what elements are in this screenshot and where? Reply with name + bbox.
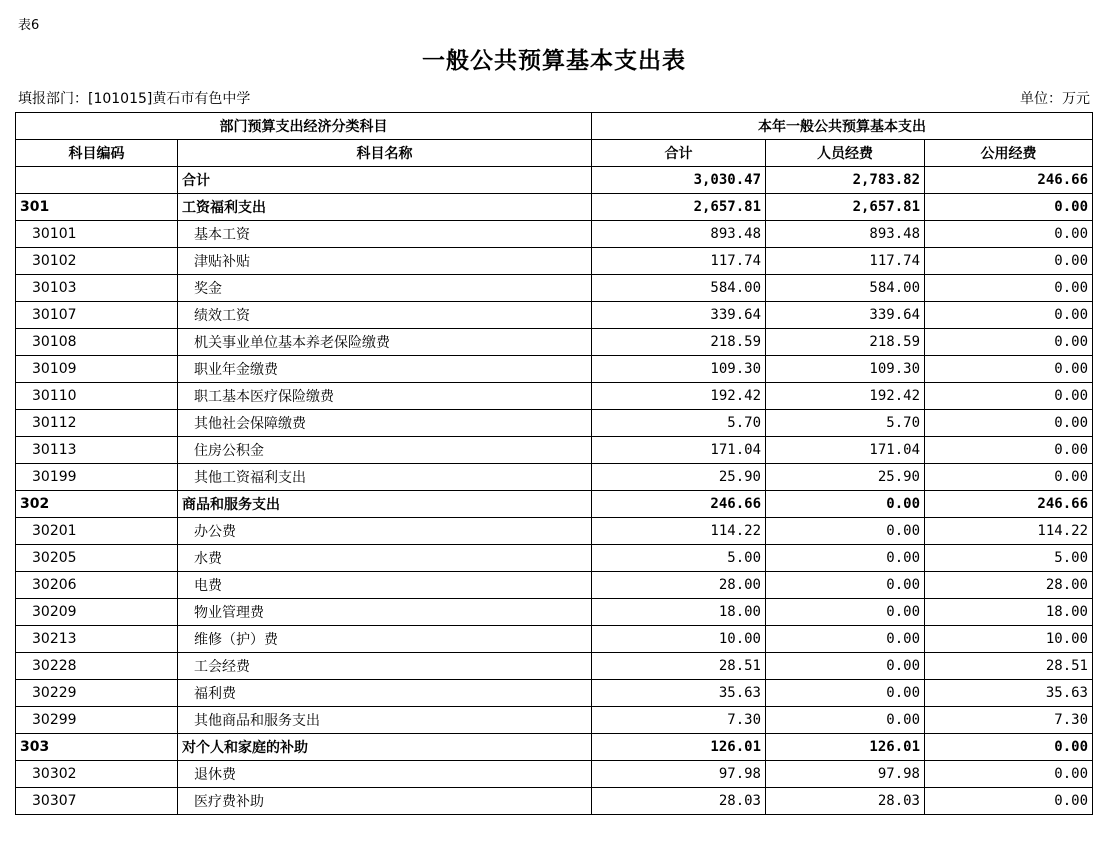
row-name: 医疗费补助 bbox=[178, 788, 592, 815]
row-total: 192.42 bbox=[592, 383, 766, 410]
table-row bbox=[16, 194, 1093, 221]
row-personnel: 171.04 bbox=[766, 437, 925, 464]
header-name: 科目名称 bbox=[178, 140, 592, 167]
row-name: 水费 bbox=[178, 545, 592, 572]
row-name: 奖金 bbox=[178, 275, 592, 302]
row-personnel: 126.01 bbox=[766, 734, 925, 761]
row-name: 维修（护）费 bbox=[178, 626, 592, 653]
row-code: 30307 bbox=[16, 788, 178, 815]
row-public: 0.00 bbox=[925, 221, 1093, 248]
row-total: 5.00 bbox=[592, 545, 766, 572]
row-personnel: 5.70 bbox=[766, 410, 925, 437]
row-name: 退休费 bbox=[178, 761, 592, 788]
row-name: 住房公积金 bbox=[178, 437, 592, 464]
row-name: 机关事业单位基本养老保险缴费 bbox=[178, 329, 592, 356]
row-code: 30110 bbox=[16, 383, 178, 410]
row-public: 18.00 bbox=[925, 599, 1093, 626]
row-name: 其他社会保障缴费 bbox=[178, 410, 592, 437]
row-name: 职工基本医疗保险缴费 bbox=[178, 383, 592, 410]
row-total: 339.64 bbox=[592, 302, 766, 329]
row-personnel: 893.48 bbox=[766, 221, 925, 248]
row-code: 30103 bbox=[16, 275, 178, 302]
row-personnel: 0.00 bbox=[766, 680, 925, 707]
row-name: 绩效工资 bbox=[178, 302, 592, 329]
row-name: 工资福利支出 bbox=[178, 194, 592, 221]
row-name: 办公费 bbox=[178, 518, 592, 545]
row-public: 0.00 bbox=[925, 275, 1093, 302]
table-row bbox=[16, 356, 1093, 383]
row-personnel: 25.90 bbox=[766, 464, 925, 491]
row-code: 30102 bbox=[16, 248, 178, 275]
row-public: 7.30 bbox=[925, 707, 1093, 734]
row-public: 0.00 bbox=[925, 788, 1093, 815]
row-personnel: 0.00 bbox=[766, 572, 925, 599]
row-code: 30209 bbox=[16, 599, 178, 626]
row-personnel: 218.59 bbox=[766, 329, 925, 356]
row-total: 28.03 bbox=[592, 788, 766, 815]
row-public: 0.00 bbox=[925, 464, 1093, 491]
table-row bbox=[16, 599, 1093, 626]
row-code: 30109 bbox=[16, 356, 178, 383]
row-total: 25.90 bbox=[592, 464, 766, 491]
row-public: 246.66 bbox=[925, 491, 1093, 518]
row-total: 584.00 bbox=[592, 275, 766, 302]
row-public: 0.00 bbox=[925, 383, 1093, 410]
row-personnel: 0.00 bbox=[766, 491, 925, 518]
row-name: 物业管理费 bbox=[178, 599, 592, 626]
department-value: [101015]黄石市有色中学 bbox=[88, 91, 251, 107]
row-name: 津贴补贴 bbox=[178, 248, 592, 275]
row-name: 工会经费 bbox=[178, 653, 592, 680]
row-total: 3,030.47 bbox=[592, 167, 766, 194]
row-name: 其他工资福利支出 bbox=[178, 464, 592, 491]
header-personnel: 人员经费 bbox=[766, 140, 925, 167]
row-code: 30101 bbox=[16, 221, 178, 248]
row-code: 302 bbox=[16, 491, 178, 518]
table-row bbox=[16, 734, 1093, 761]
table-row bbox=[16, 410, 1093, 437]
table-row bbox=[16, 437, 1093, 464]
table-row bbox=[16, 761, 1093, 788]
row-personnel: 109.30 bbox=[766, 356, 925, 383]
row-code: 30213 bbox=[16, 626, 178, 653]
row-name: 基本工资 bbox=[178, 221, 592, 248]
row-personnel: 0.00 bbox=[766, 707, 925, 734]
row-public: 0.00 bbox=[925, 437, 1093, 464]
row-total: 10.00 bbox=[592, 626, 766, 653]
table-row bbox=[16, 491, 1093, 518]
unit-label: 单位：万元 bbox=[1020, 91, 1090, 107]
row-personnel: 0.00 bbox=[766, 518, 925, 545]
table-number: 表6 bbox=[18, 18, 40, 33]
row-code: 30206 bbox=[16, 572, 178, 599]
table-row bbox=[16, 707, 1093, 734]
row-total: 117.74 bbox=[592, 248, 766, 275]
page-title: 一般公共预算基本支出表 bbox=[422, 47, 686, 74]
row-name: 对个人和家庭的补助 bbox=[178, 734, 592, 761]
row-name: 其他商品和服务支出 bbox=[178, 707, 592, 734]
row-personnel: 0.00 bbox=[766, 626, 925, 653]
row-total: 28.00 bbox=[592, 572, 766, 599]
department-line bbox=[18, 88, 250, 108]
department-label: 填报部门： bbox=[18, 91, 88, 107]
row-personnel: 2,657.81 bbox=[766, 194, 925, 221]
row-code: 30229 bbox=[16, 680, 178, 707]
header-public: 公用经费 bbox=[925, 140, 1093, 167]
table-row bbox=[16, 275, 1093, 302]
row-code: 30107 bbox=[16, 302, 178, 329]
table-row bbox=[16, 329, 1093, 356]
row-personnel: 0.00 bbox=[766, 599, 925, 626]
row-code: 30112 bbox=[16, 410, 178, 437]
row-code: 30205 bbox=[16, 545, 178, 572]
table-row bbox=[16, 653, 1093, 680]
row-personnel: 339.64 bbox=[766, 302, 925, 329]
row-public: 28.51 bbox=[925, 653, 1093, 680]
row-total: 5.70 bbox=[592, 410, 766, 437]
header-group-right: 本年一般公共预算基本支出 bbox=[592, 113, 1093, 140]
row-total: 114.22 bbox=[592, 518, 766, 545]
row-public: 0.00 bbox=[925, 194, 1093, 221]
header-code: 科目编码 bbox=[16, 140, 178, 167]
row-personnel: 584.00 bbox=[766, 275, 925, 302]
row-code: 30302 bbox=[16, 761, 178, 788]
row-public: 5.00 bbox=[925, 545, 1093, 572]
table-row bbox=[16, 680, 1093, 707]
row-public: 0.00 bbox=[925, 734, 1093, 761]
row-total: 218.59 bbox=[592, 329, 766, 356]
row-total: 28.51 bbox=[592, 653, 766, 680]
row-public: 35.63 bbox=[925, 680, 1093, 707]
row-total: 893.48 bbox=[592, 221, 766, 248]
table-row bbox=[16, 221, 1093, 248]
row-public: 0.00 bbox=[925, 302, 1093, 329]
row-total: 246.66 bbox=[592, 491, 766, 518]
row-code: 30113 bbox=[16, 437, 178, 464]
row-name: 电费 bbox=[178, 572, 592, 599]
row-public: 246.66 bbox=[925, 167, 1093, 194]
row-name: 商品和服务支出 bbox=[178, 491, 592, 518]
row-code: 301 bbox=[16, 194, 178, 221]
row-public: 28.00 bbox=[925, 572, 1093, 599]
row-personnel: 2,783.82 bbox=[766, 167, 925, 194]
row-public: 0.00 bbox=[925, 410, 1093, 437]
row-public: 10.00 bbox=[925, 626, 1093, 653]
row-public: 0.00 bbox=[925, 248, 1093, 275]
table-row bbox=[16, 518, 1093, 545]
row-name: 职业年金缴费 bbox=[178, 356, 592, 383]
table-row bbox=[16, 572, 1093, 599]
row-total: 2,657.81 bbox=[592, 194, 766, 221]
table-row bbox=[16, 383, 1093, 410]
table-row bbox=[16, 302, 1093, 329]
row-public: 114.22 bbox=[925, 518, 1093, 545]
table-row bbox=[16, 167, 1093, 194]
row-personnel: 117.74 bbox=[766, 248, 925, 275]
row-personnel: 97.98 bbox=[766, 761, 925, 788]
row-total: 171.04 bbox=[592, 437, 766, 464]
row-code: 30199 bbox=[16, 464, 178, 491]
table-row bbox=[16, 464, 1093, 491]
row-code: 303 bbox=[16, 734, 178, 761]
row-name: 福利费 bbox=[178, 680, 592, 707]
table-row bbox=[16, 788, 1093, 815]
row-total: 97.98 bbox=[592, 761, 766, 788]
row-personnel: 0.00 bbox=[766, 545, 925, 572]
row-total: 109.30 bbox=[592, 356, 766, 383]
table-row bbox=[16, 545, 1093, 572]
row-public: 0.00 bbox=[925, 761, 1093, 788]
row-code: 30201 bbox=[16, 518, 178, 545]
row-personnel: 192.42 bbox=[766, 383, 925, 410]
row-personnel: 0.00 bbox=[766, 653, 925, 680]
header-group-left: 部门预算支出经济分类科目 bbox=[16, 113, 592, 140]
row-code: 30299 bbox=[16, 707, 178, 734]
budget-table bbox=[15, 112, 1093, 815]
row-personnel: 28.03 bbox=[766, 788, 925, 815]
table-row bbox=[16, 248, 1093, 275]
row-public: 0.00 bbox=[925, 329, 1093, 356]
row-code: 30108 bbox=[16, 329, 178, 356]
row-total: 7.30 bbox=[592, 707, 766, 734]
row-code bbox=[16, 167, 178, 194]
row-code: 30228 bbox=[16, 653, 178, 680]
row-total: 18.00 bbox=[592, 599, 766, 626]
row-public: 0.00 bbox=[925, 356, 1093, 383]
header-total: 合计 bbox=[592, 140, 766, 167]
table-row bbox=[16, 626, 1093, 653]
row-total: 35.63 bbox=[592, 680, 766, 707]
row-total: 126.01 bbox=[592, 734, 766, 761]
row-name: 合计 bbox=[178, 167, 592, 194]
